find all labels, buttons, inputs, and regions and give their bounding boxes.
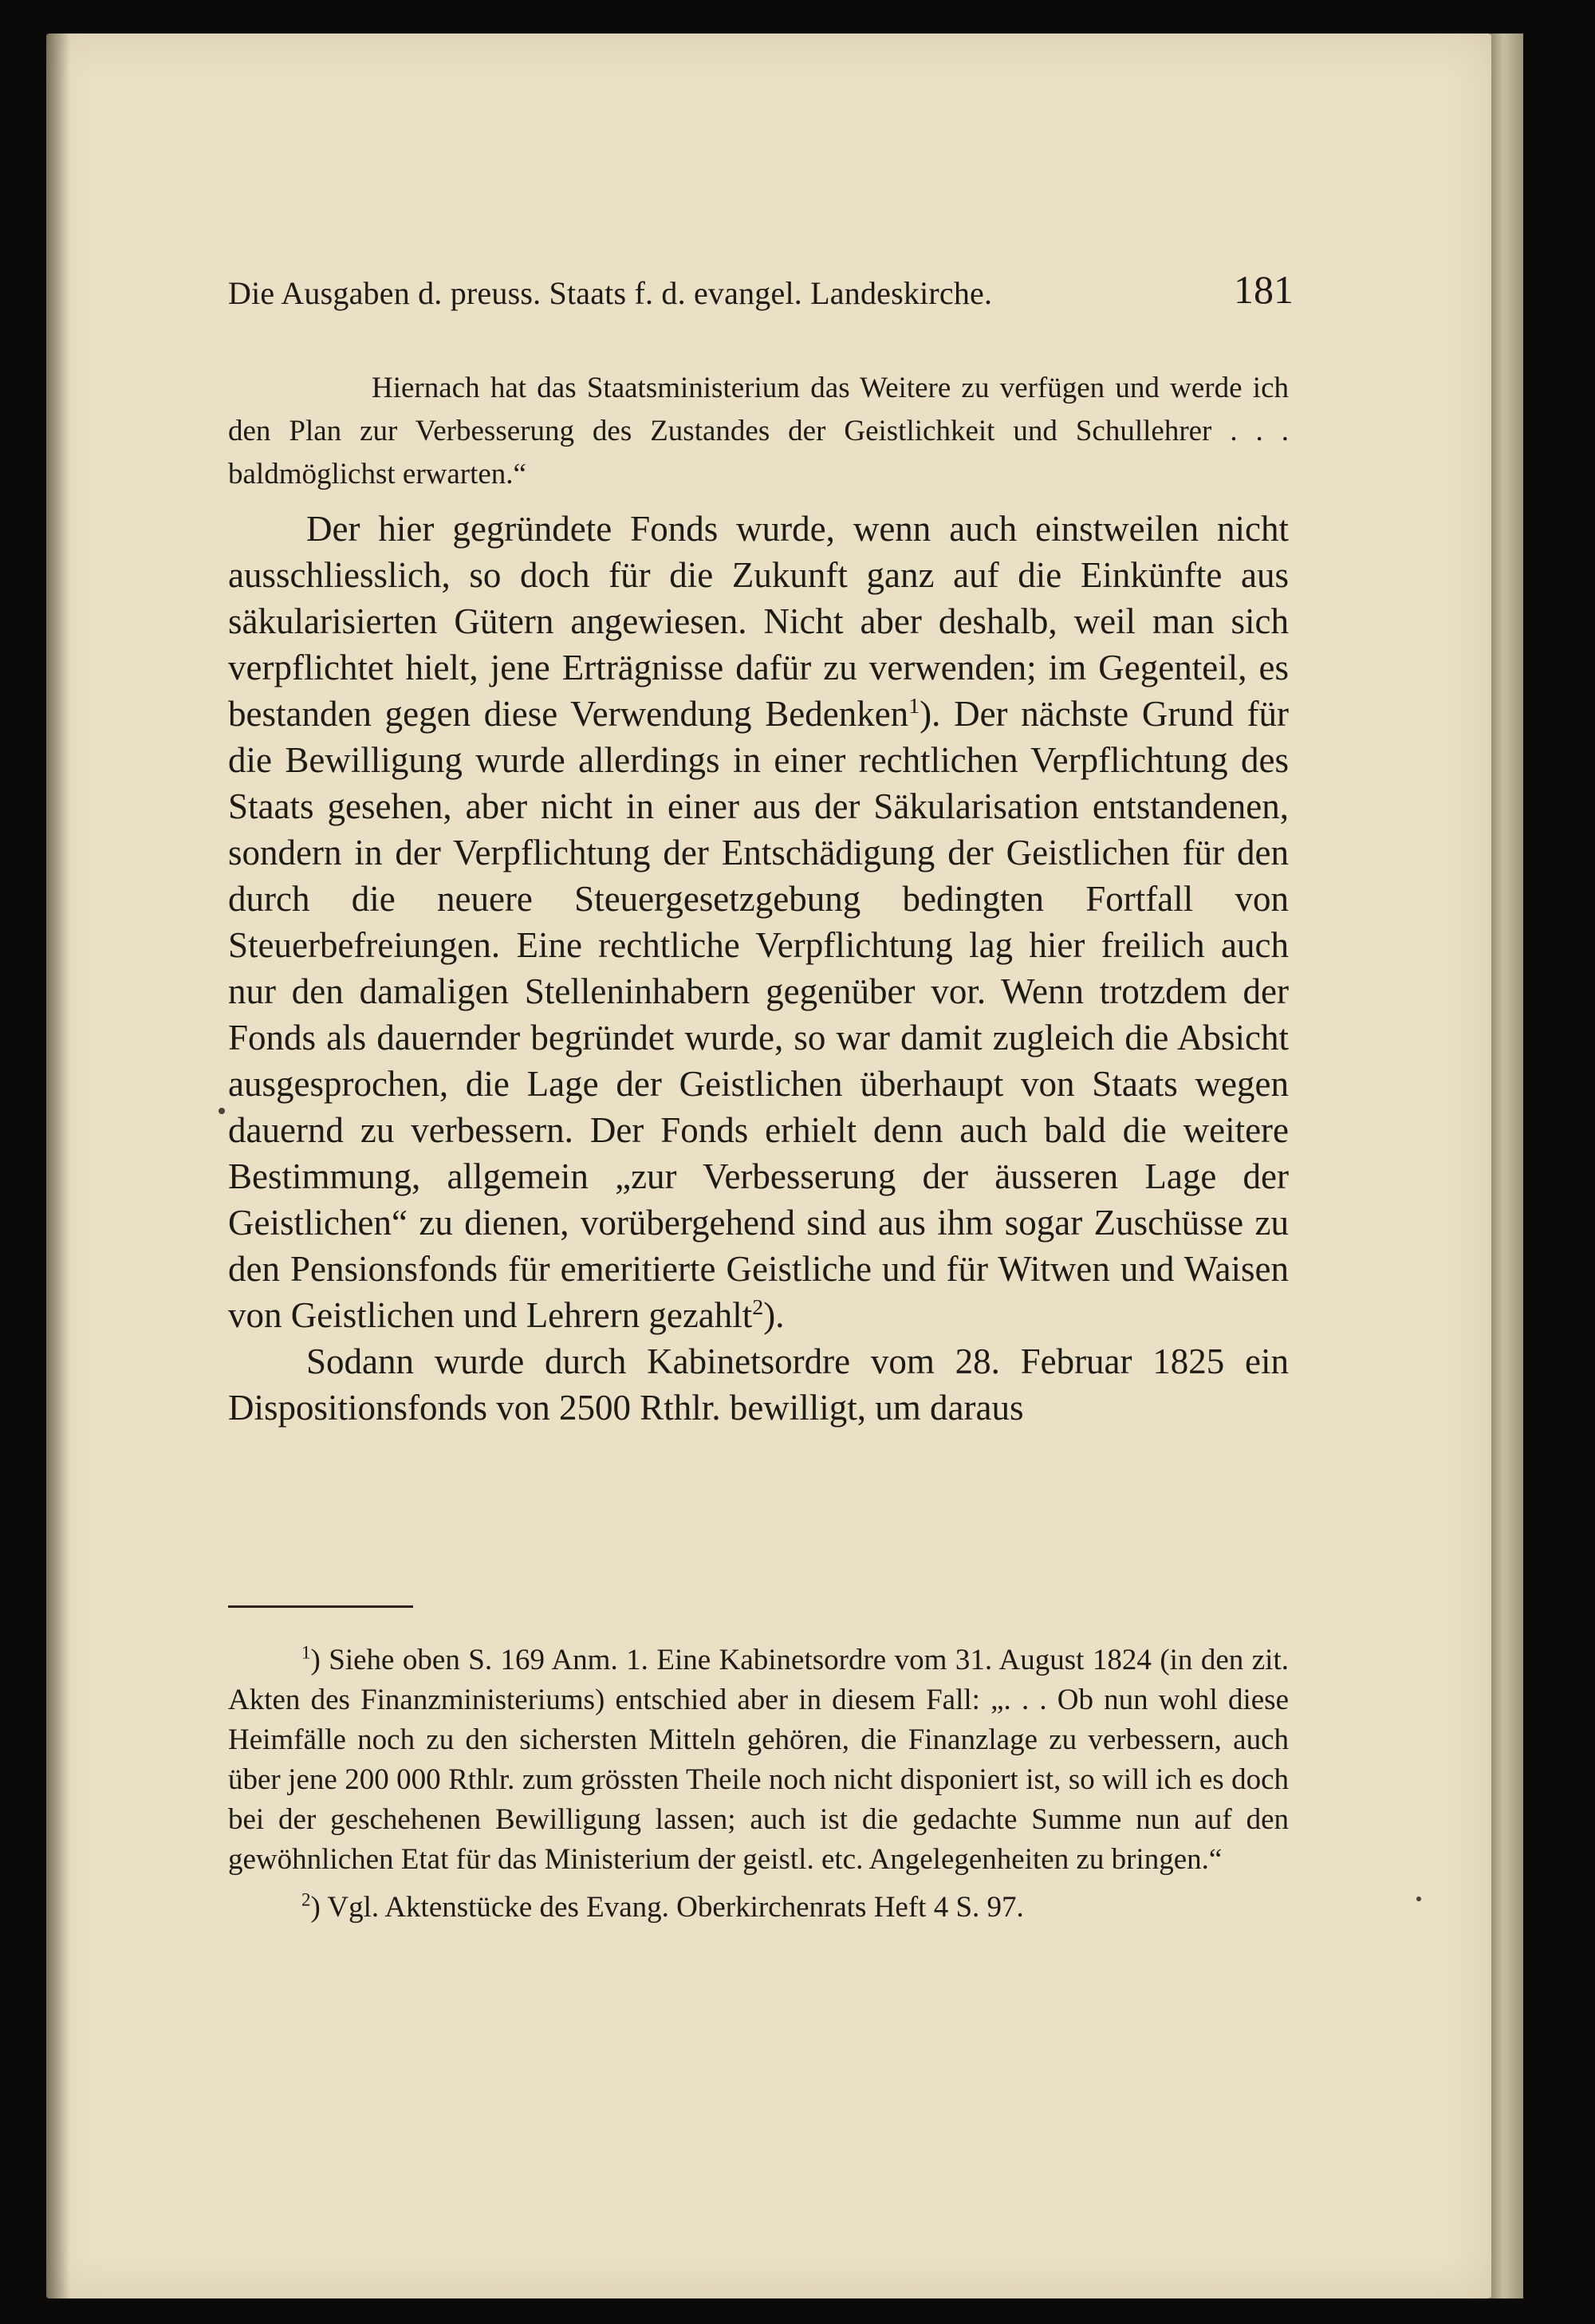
- gutter-shadow: [46, 33, 70, 2298]
- paragraph-1-text-c: ).: [763, 1295, 785, 1335]
- paragraph-1-text-b: ). Der nächste Grund für die Bewilligung wurde allerdings in einer rechtlichen Verpflichtung des Staats gesehen, aber nicht in einer aus der Säkularisation entstandenen, sondern in der Verpflichtung der Entschädigung der Geistlichen für den durch die neuere Steuergesetzgebung bedingten Fortfall von Steuerbefreiungen. Eine rechtliche Verpflichtung lag hier freilich auch nur den damaligen Stelleninhabern gegenüber vor. Wenn trotzdem der Fonds als dauernder begründet wurde, so war damit zugleich die Absicht ausgesprochen, die Lage der Geistlichen überhaupt von Staats wegen dauernd zu verbessern. Der Fonds erhielt denn auch bald die weitere Bestimmung, allgemein „zur Verbesserung der äusseren Lage der Geistlichen“ zu dienen, vorübergehend sind aus ihm sogar Zuschüsse zu den Pensionsfonds für emeritierte Geistliche und für Witwen und Waisen von Geistlichen und Lehrern gezahlt: [228, 694, 1289, 1335]
- paper-speck: [219, 1108, 225, 1114]
- footnote-ref-1: 1: [908, 694, 920, 719]
- paragraph-1: [228, 506, 1289, 1338]
- quote-text: Hiernach hat das Staatsministerium das Weitere zu verfügen und werde ich den Plan zur Verbesserung des Zustandes der Geistlichkeit und Schullehrer . . . baldmöglichst erwarten.“: [228, 372, 1289, 490]
- footnote-divider: [228, 1605, 413, 1608]
- paragraph-2: [228, 1338, 1289, 1431]
- footnote-2-text: ) Vgl. Aktenstücke des Evang. Oberkirchenrats Heft 4 S. 97.: [310, 1891, 1024, 1924]
- footnote-marker-1: 1: [301, 1642, 311, 1663]
- running-head: [228, 266, 1294, 314]
- paragraph-1-text-a: Der hier gegründete Fonds wurde, wenn auch einstweilen nicht ausschliesslich, so doch für die Zukunft ganz auf die Einkünfte aus säkularisierten Gütern angewiesen. Nicht aber deshalb, weil man sich verpflichtet hielt, jene Erträgnisse dafür zu verwenden; im Gegenteil, es bestanden gegen diese Verwendung Bedenken: [228, 509, 1289, 734]
- footnote-1-text: ) Siehe oben S. 169 Anm. 1. Eine Kabinetsordre vom 31. August 1824 (in den zit. Akten des Finanzministeriums) entschied aber in diesem Fall: „. . . Ob nun wohl diese Heimfälle noch zu den sichersten Mitteln gehören, die Finanzlage zu verbessern, auch über jene 200 000 Rthlr. zum grössten Theile noch nicht disponiert ist, so will ich es doch bei der geschehenen Bewilligung lassen; auch ist die gedachte Summe nun auf den gewöhnlichen Etat für das Ministerium der geistl. etc. Angelegenheiten zu bringen.“: [228, 1644, 1289, 1876]
- block-quote: [228, 367, 1289, 496]
- book-page: [46, 33, 1491, 2298]
- footnote-1: [228, 1641, 1289, 1880]
- running-head-title: Die Ausgaben d. preuss. Staats f. d. evangel. Landeskirche.: [228, 275, 993, 311]
- body-text: [228, 506, 1289, 1431]
- footnotes: [228, 1641, 1289, 1928]
- page-number: 181: [1234, 267, 1294, 312]
- adjacent-page-edge: [1490, 33, 1523, 2298]
- footnote-2: [228, 1888, 1289, 1928]
- footnote-marker-2: 2: [301, 1889, 311, 1910]
- paragraph-2-text: Sodann wurde durch Kabinetsordre vom 28. Februar 1825 ein Dispositionsfonds von 2500 Rthlr. bewilligt, um daraus: [228, 1341, 1289, 1428]
- paper-speck: [1416, 1897, 1421, 1901]
- footnote-ref-2: 2: [752, 1295, 764, 1320]
